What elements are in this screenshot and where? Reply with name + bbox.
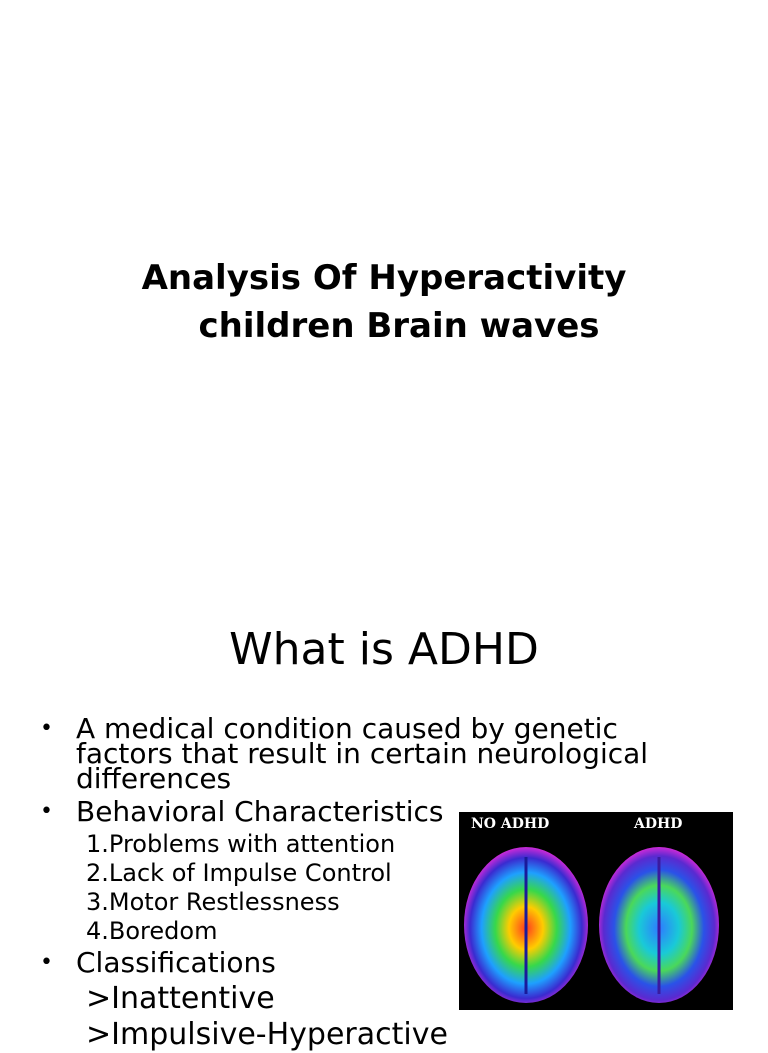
list-item: 3.Motor Restlessness	[86, 888, 340, 916]
title-line-2: children Brain waves	[198, 306, 600, 346]
bullet-item	[40, 712, 720, 795]
bullet-dot-icon: •	[40, 950, 53, 975]
bullet-dot-icon: •	[40, 799, 53, 824]
title-line-1: Analysis Of Hyperactivity	[141, 258, 627, 298]
no-adhd-label: NO ADHD	[471, 816, 550, 832]
brain-scan-graphic	[459, 812, 733, 1010]
bullet-text: Classifications	[76, 946, 276, 979]
bullet-text: Behavioral Characteristics	[76, 795, 444, 828]
adhd-label: ADHD	[634, 816, 683, 832]
list-item: 4.Boredom	[86, 917, 218, 945]
content-slide	[0, 576, 768, 1052]
brain-scan-image	[459, 812, 733, 1010]
slide-heading: What is ADHD	[229, 624, 539, 675]
list-item: 2.Lack of Impulse Control	[86, 859, 392, 887]
list-item: 1.Problems with attention	[86, 830, 396, 858]
bullet-dot-icon: •	[40, 716, 53, 741]
list-item: >Inattentive	[86, 981, 275, 1016]
bullet-text: A medical condition caused by genetic factors that result in certain neurological differences	[76, 712, 649, 795]
slide-title	[0, 254, 768, 350]
list-item: >Impulsive-Hyperactive	[86, 1017, 448, 1052]
